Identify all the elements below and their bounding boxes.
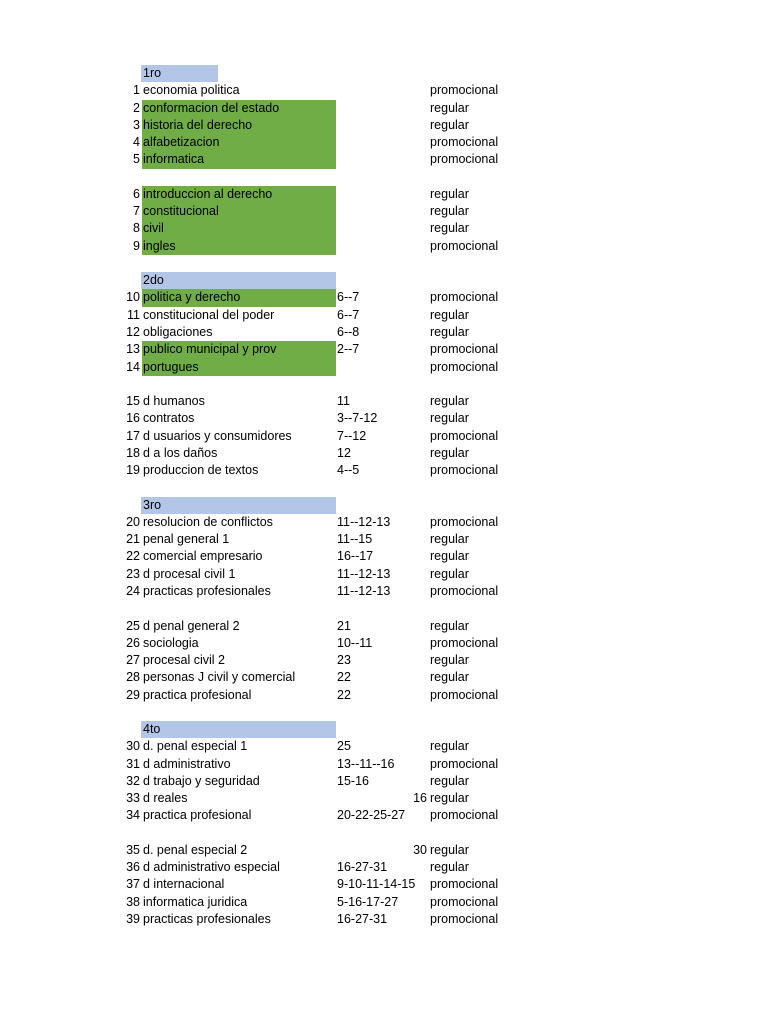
correlatives[interactable]: 6--7: [337, 307, 360, 322]
subject-name[interactable]: conformacion del estado: [142, 100, 336, 117]
correlatives[interactable]: 20-22-25-27: [337, 808, 406, 823]
subject-condition[interactable]: regular: [430, 204, 469, 219]
subject-number[interactable]: 21: [126, 532, 140, 547]
spreadsheet: [0, 65, 768, 928]
correlatives[interactable]: 7--12: [337, 428, 367, 443]
subject-number[interactable]: 5: [133, 152, 140, 167]
subject-row: [0, 100, 768, 117]
subject-number[interactable]: 34: [126, 808, 140, 823]
correlatives[interactable]: 3--7-12: [337, 411, 378, 426]
subject-condition[interactable]: promocional: [430, 583, 499, 598]
subject-row: [0, 859, 768, 876]
correlatives[interactable]: 25: [337, 739, 351, 754]
subject-name[interactable]: obligaciones: [143, 324, 213, 339]
subject-number[interactable]: 35: [126, 842, 140, 857]
correlatives[interactable]: 5-16-17-27: [337, 894, 399, 909]
subject-name[interactable]: d a los daños: [143, 445, 218, 460]
subject-name[interactable]: contratos: [143, 411, 195, 426]
subject-number[interactable]: 16: [126, 411, 140, 426]
subject-row: [0, 669, 768, 686]
subject-name[interactable]: d humanos: [143, 394, 205, 409]
subject-name[interactable]: politica y derecho: [142, 289, 336, 306]
subject-name[interactable]: d administrativo: [143, 756, 231, 771]
blank-row: [0, 169, 768, 186]
subject-name[interactable]: comercial empresario: [143, 549, 263, 564]
blank-row: [0, 600, 768, 617]
subject-condition[interactable]: regular: [430, 445, 469, 460]
subject-number[interactable]: 13: [126, 342, 140, 357]
subject-row: [0, 186, 768, 203]
subject-condition[interactable]: regular: [430, 842, 469, 857]
subject-row: [0, 341, 768, 358]
correlatives[interactable]: 11: [337, 394, 350, 409]
subject-condition[interactable]: promocional: [430, 135, 499, 150]
subject-number[interactable]: 27: [126, 653, 140, 668]
subject-name[interactable]: economia politica: [143, 83, 240, 98]
subject-row: [0, 807, 768, 824]
subject-condition[interactable]: promocional: [430, 687, 499, 702]
subject-name[interactable]: penal general 1: [143, 532, 230, 547]
subject-row: [0, 134, 768, 151]
subject-number[interactable]: 15: [126, 394, 140, 409]
subject-row: [0, 324, 768, 341]
correlatives[interactable]: 6--7: [337, 290, 360, 305]
subject-condition[interactable]: promocional: [430, 428, 499, 443]
subject-name[interactable]: portugues: [142, 359, 336, 376]
subject-number[interactable]: 28: [126, 670, 140, 685]
subject-row: [0, 652, 768, 669]
subject-row: [0, 911, 768, 928]
correlatives[interactable]: 22: [337, 670, 351, 685]
subject-name[interactable]: d administrativo especial: [143, 860, 280, 875]
correlatives[interactable]: 11--12-13: [337, 583, 391, 598]
subject-condition[interactable]: regular: [430, 394, 469, 409]
correlatives[interactable]: 12: [337, 445, 351, 460]
subject-row: [0, 876, 768, 893]
subject-row: [0, 894, 768, 911]
subject-number[interactable]: 32: [126, 773, 140, 788]
subject-row: [0, 220, 768, 237]
subject-row: [0, 289, 768, 306]
subject-name[interactable]: constitucional del poder: [143, 307, 275, 322]
subject-number[interactable]: 19: [126, 463, 140, 478]
subject-row: [0, 410, 768, 427]
subject-condition[interactable]: promocional: [430, 877, 499, 892]
subject-row: [0, 583, 768, 600]
subject-condition[interactable]: promocional: [430, 359, 499, 374]
subject-name[interactable]: practicas profesionales: [143, 583, 271, 598]
subject-number[interactable]: 38: [126, 894, 140, 909]
subject-name[interactable]: d. penal especial 2: [143, 842, 248, 857]
subject-row: [0, 738, 768, 755]
subject-name[interactable]: constitucional: [142, 203, 336, 220]
subject-number[interactable]: 11: [127, 307, 140, 322]
subject-row: [0, 203, 768, 220]
subject-condition[interactable]: regular: [430, 670, 469, 685]
subject-name[interactable]: personas J civil y comercial: [143, 670, 296, 685]
subject-condition[interactable]: regular: [430, 653, 469, 668]
subject-row: [0, 393, 768, 410]
subject-row: [0, 462, 768, 479]
subject-name[interactable]: d internacional: [143, 877, 225, 892]
subject-name[interactable]: practica profesional: [143, 687, 252, 702]
subject-number[interactable]: 17: [126, 428, 140, 443]
correlatives[interactable]: 21: [337, 618, 351, 633]
subject-name[interactable]: produccion de textos: [143, 463, 259, 478]
subject-number[interactable]: 33: [126, 791, 140, 806]
subject-name[interactable]: introduccion al derecho: [142, 186, 336, 203]
subject-number[interactable]: 39: [126, 912, 140, 927]
subject-row: [0, 514, 768, 531]
correlatives[interactable]: 16-27-31: [337, 912, 388, 927]
subject-name[interactable]: d procesal civil 1: [143, 566, 236, 581]
subject-number[interactable]: 9: [133, 238, 140, 253]
subject-number[interactable]: 24: [126, 583, 140, 598]
subject-number[interactable]: 7: [133, 204, 140, 219]
year-header-row: [0, 65, 768, 82]
subject-number[interactable]: 14: [126, 359, 140, 374]
subject-name[interactable]: publico municipal y prov: [142, 341, 336, 358]
correlatives[interactable]: 11--12-13: [337, 514, 391, 529]
correlatives[interactable]: 6--8: [337, 324, 360, 339]
subject-name[interactable]: d trabajo y seguridad: [143, 773, 260, 788]
subject-condition[interactable]: promocional: [430, 912, 499, 927]
subject-condition[interactable]: regular: [430, 549, 469, 564]
subject-condition[interactable]: regular: [430, 618, 469, 633]
subject-number[interactable]: 22: [126, 549, 140, 564]
correlatives[interactable]: 11--12-13: [337, 566, 391, 581]
subject-row: [0, 428, 768, 445]
subject-condition[interactable]: promocional: [430, 894, 499, 909]
subject-name[interactable]: civil: [142, 220, 336, 237]
subject-row: [0, 82, 768, 99]
subject-condition[interactable]: promocional: [430, 290, 499, 305]
subject-row: [0, 566, 768, 583]
subject-name[interactable]: d penal general 2: [143, 618, 240, 633]
subject-condition[interactable]: regular: [430, 411, 469, 426]
subject-number[interactable]: 36: [126, 860, 140, 875]
subject-row: [0, 117, 768, 134]
blank-row: [0, 479, 768, 496]
subject-number[interactable]: 20: [126, 514, 140, 529]
subject-condition[interactable]: promocional: [430, 152, 499, 167]
subject-row: [0, 773, 768, 790]
subject-number[interactable]: 26: [126, 635, 140, 650]
subject-condition[interactable]: promocional: [430, 83, 499, 98]
subject-condition[interactable]: regular: [430, 324, 469, 339]
subject-name[interactable]: practica profesional: [143, 808, 252, 823]
subject-name[interactable]: alfabetizacion: [142, 134, 336, 151]
subject-name[interactable]: informatica: [142, 151, 336, 168]
subject-number[interactable]: 29: [126, 687, 140, 702]
subject-condition[interactable]: regular: [430, 221, 469, 236]
correlatives[interactable]: 4--5: [337, 463, 360, 478]
subject-condition[interactable]: promocional: [430, 342, 499, 357]
subject-row: [0, 842, 768, 859]
subject-row: [0, 359, 768, 376]
blank-row: [0, 255, 768, 272]
correlatives[interactable]: 16: [413, 791, 427, 806]
correlatives[interactable]: 16--17: [337, 549, 374, 564]
subject-condition[interactable]: regular: [430, 773, 469, 788]
subject-name[interactable]: historia del derecho: [142, 117, 336, 134]
subject-number[interactable]: 12: [126, 324, 140, 339]
subject-condition[interactable]: promocional: [430, 238, 499, 253]
correlatives[interactable]: 2--7: [337, 342, 360, 357]
subject-row: [0, 307, 768, 324]
correlatives[interactable]: 16-27-31: [337, 860, 388, 875]
subject-condition[interactable]: regular: [430, 117, 469, 132]
subject-condition[interactable]: promocional: [430, 756, 499, 771]
subject-number[interactable]: 31: [126, 756, 140, 771]
year-header-row: [0, 721, 768, 738]
correlatives[interactable]: 11--15: [337, 532, 373, 547]
subject-name[interactable]: resolucion de conflictos: [143, 514, 273, 529]
year-header[interactable]: 1ro: [141, 65, 218, 82]
subject-name[interactable]: d. penal especial 1: [143, 739, 248, 754]
blank-row: [0, 376, 768, 393]
subject-row: [0, 618, 768, 635]
subject-name[interactable]: d usuarios y consumidores: [143, 428, 292, 443]
subject-row: [0, 790, 768, 807]
subject-condition[interactable]: regular: [430, 791, 469, 806]
subject-row: [0, 635, 768, 652]
subject-number[interactable]: 6: [133, 186, 140, 201]
subject-name[interactable]: d reales: [143, 791, 188, 806]
year-header[interactable]: 4to: [141, 721, 336, 738]
subject-condition[interactable]: regular: [430, 532, 469, 547]
subject-condition[interactable]: regular: [430, 739, 469, 754]
subject-name[interactable]: ingles: [142, 238, 336, 255]
subject-row: [0, 151, 768, 168]
subject-number[interactable]: 2: [133, 100, 140, 115]
subject-condition[interactable]: regular: [430, 100, 469, 115]
correlatives[interactable]: 23: [337, 653, 351, 668]
correlatives[interactable]: 10--11: [337, 635, 373, 650]
subject-row: [0, 687, 768, 704]
blank-row: [0, 704, 768, 721]
subject-condition[interactable]: regular: [430, 566, 469, 581]
subject-condition[interactable]: promocional: [430, 514, 499, 529]
subject-name[interactable]: practicas profesionales: [143, 912, 271, 927]
correlatives[interactable]: 22: [337, 687, 351, 702]
subject-row: [0, 238, 768, 255]
subject-number[interactable]: 30: [126, 739, 140, 754]
year-header[interactable]: 3ro: [141, 497, 336, 514]
subject-number[interactable]: 25: [126, 618, 140, 633]
subject-number[interactable]: 4: [133, 135, 140, 150]
subject-row: [0, 445, 768, 462]
year-header-row: [0, 497, 768, 514]
subject-row: [0, 531, 768, 548]
subject-condition[interactable]: promocional: [430, 635, 499, 650]
subject-number[interactable]: 37: [126, 877, 140, 892]
year-header[interactable]: 2do: [141, 272, 336, 289]
blank-row: [0, 825, 768, 842]
subject-number[interactable]: 3: [133, 117, 140, 132]
subject-number[interactable]: 18: [126, 445, 140, 460]
subject-condition[interactable]: regular: [430, 186, 469, 201]
subject-row: [0, 548, 768, 565]
subject-row: [0, 756, 768, 773]
correlatives[interactable]: 15-16: [337, 773, 369, 788]
subject-number[interactable]: 8: [133, 221, 140, 236]
correlatives[interactable]: 9-10-11-14-15: [337, 877, 416, 892]
subject-condition[interactable]: regular: [430, 307, 469, 322]
subject-condition[interactable]: promocional: [430, 463, 499, 478]
subject-name[interactable]: sociologia: [143, 635, 199, 650]
subject-name[interactable]: procesal civil 2: [143, 653, 225, 668]
subject-number[interactable]: 23: [126, 566, 140, 581]
subject-condition[interactable]: promocional: [430, 808, 499, 823]
year-header-row: [0, 272, 768, 289]
correlatives[interactable]: 30: [413, 842, 427, 857]
subject-number[interactable]: 10: [126, 290, 140, 305]
subject-number[interactable]: 1: [133, 83, 140, 98]
correlatives[interactable]: 13--11--16: [337, 756, 395, 771]
subject-condition[interactable]: regular: [430, 860, 469, 875]
subject-name[interactable]: informatica juridica: [143, 894, 248, 909]
